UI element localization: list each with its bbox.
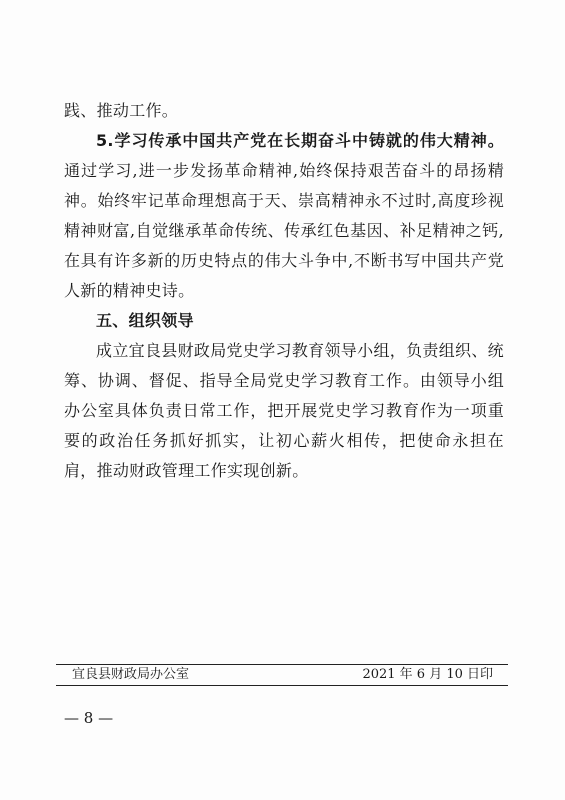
section-5-heading: 五、组织领导 [96, 311, 194, 330]
continuation-paragraph: 践、推动工作。 [64, 101, 179, 120]
item-5-title: 5.学习传承中国共产党在长期奋斗中铸就的伟大精神。 [96, 131, 504, 150]
footer-issuer: 宜良县财政局办公室 [72, 667, 190, 682]
footer-top-rule [56, 664, 508, 665]
document-body [64, 96, 504, 486]
footer-bottom-rule [56, 685, 508, 686]
footer-print-date: 2021 年 6 月 10 日印 [362, 667, 493, 682]
item-5-paragraph [64, 126, 504, 306]
section-5-paragraph: 成立宜良县财政局党史学习教育领导小组，负责组织、统筹、协调、督促、指导全局党史学习教育工作。由领导小组办公室具体负责日常工作，把开展党史学习教育作为一项重要的政治任务抓好抓实，让初心薪火相传，把使命永担在肩，推动财政管理工作实现创新。 [64, 341, 504, 480]
item-5-body: 通过学习,进一步发扬革命精神,始终保持艰苦奋斗的昂扬精神。始终牢记革命理想高于天、崇高精神永不过时,高度珍视精神财富,自觉继承革命传统、传承红色基因、补足精神之钙,在具有许多新的历史特点的伟大斗争中,不断书写中国共产党人新的精神史诗。 [64, 161, 504, 300]
page-number: — 8 — [64, 709, 114, 727]
